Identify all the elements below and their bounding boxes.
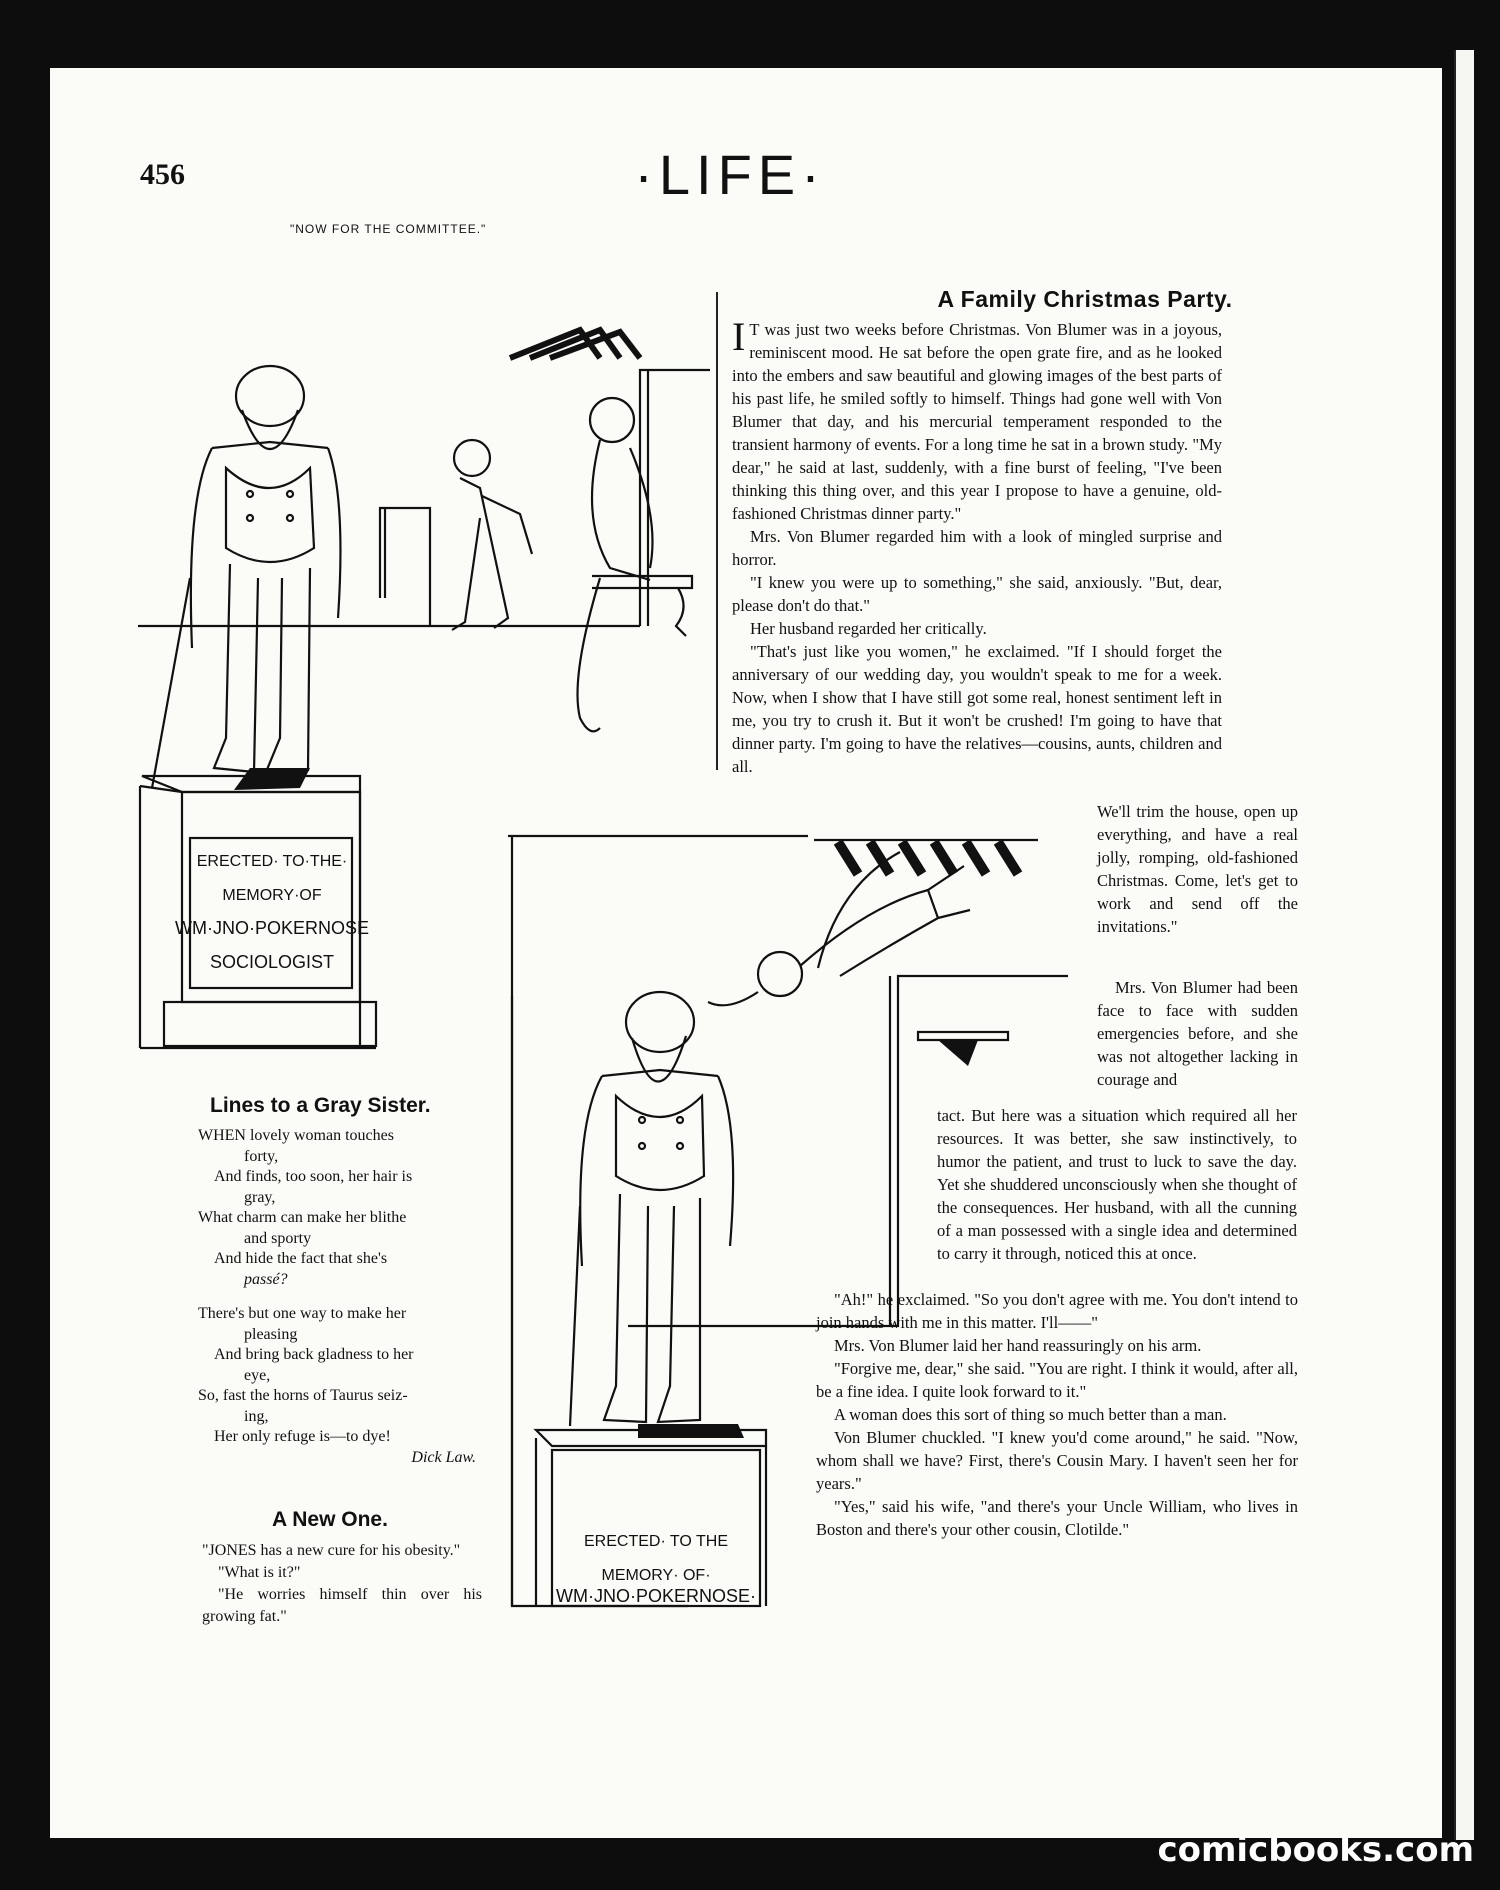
poem-line: WHEN lovely woman touches (198, 1127, 394, 1144)
poem-title: Lines to a Gray Sister. (210, 1094, 431, 1117)
article-column-top (732, 314, 1222, 778)
poem-line: gray, (244, 1188, 276, 1206)
poem-author: Dick Law. (411, 1448, 476, 1466)
masthead: ·LIFE· (634, 143, 826, 206)
article-paragraph: "Forgive me, dear," she said. "You are right. I think it would, after all, be a fine idea. I quite look forward to it." (816, 1359, 1298, 1401)
plaque-line-4: SOCIOLOGIST (209, 952, 335, 972)
joke-paragraph: "What is it?" (218, 1564, 301, 1581)
poem-line: and sporty (244, 1229, 312, 1247)
poem-line: Her only refuge is—to dye! (214, 1428, 391, 1445)
article-paragraph: Mrs. Von Blumer had been face to face with sudden emergencies before, and she was not altogether lacking in courage and (1097, 978, 1298, 1089)
cartoon-caption: "NOW FOR THE COMMITTEE." (290, 222, 487, 236)
poem-line: And finds, too soon, her hair is (214, 1168, 413, 1185)
poem-line: And bring back gladness to her (214, 1346, 414, 1363)
joke-text (202, 1540, 482, 1628)
article-paragraph: "Yes," said his wife, "and there's your Uncle William, who lives in Boston and there's your other cousin, Clotilde." (816, 1497, 1298, 1539)
article-column-narrow-2 (1097, 976, 1298, 1091)
joke-paragraph: "He worries himself thin over his growing fat." (202, 1586, 482, 1625)
poem-line: eye, (244, 1366, 271, 1384)
article-column-mid (937, 1104, 1297, 1265)
article-paragraph: A woman does this sort of thing so much better than a man. (834, 1405, 1227, 1424)
article-column-narrow (1097, 800, 1298, 938)
plaque-line-3: WM·JNO·POKERNOSE· (556, 1586, 756, 1606)
article-paragraph: "I knew you were up to something," she said, anxiously. "But, dear, please don't do that." (732, 573, 1222, 615)
plaque-line-1: ERECTED· TO·THE· (196, 853, 348, 870)
article-column-bottom (816, 1288, 1298, 1541)
plaque-line-1: ERECTED· TO THE (583, 1533, 729, 1550)
poem-line: There's but one way to make her (198, 1305, 407, 1322)
poem (198, 1126, 480, 1468)
watermark: comicbooks.com (1157, 1830, 1474, 1870)
article-paragraph: Mrs. Von Blumer regarded him with a look of mingled surprise and horror. (732, 527, 1222, 569)
column-rule (716, 292, 718, 770)
poem-line: passé? (244, 1270, 288, 1288)
article-paragraph: We'll trim the house, open up everything, and have a real jolly, romping, old-fashioned Christmas. Come, let's get to work and send off the invitations." (1097, 802, 1298, 936)
poem-line: So, fast the horns of Taurus seiz- (198, 1387, 408, 1404)
page-number: 456 (140, 158, 185, 191)
article-paragraph: Her husband regarded her critically. (750, 619, 987, 638)
article-paragraph: tact. But here was a situation which required all her resources. It was better, she saw instinctively, to humor the patient, and trust to luck to save the day. Yet she shuddered unconsciously when she thought of the consequences. Her husband, with all the cunning of a man possessed with a single idea and determined to carry it through, noticed this at once. (937, 1106, 1297, 1263)
joke-title: A New One. (272, 1508, 388, 1531)
article-paragraph: "Ah!" he exclaimed. "So you don't agree with me. You don't intend to join hands with me in this matter. I'll——" (816, 1290, 1298, 1332)
article-paragraph: "That's just like you women," he exclaimed. "If I should forget the anniversary of our wedding day, you wouldn't speak to me for a week. Now, when I show that I have still got some real, honest sentiment left in me, you try to crush it. But it won't be crushed! I'm going to have that dinner party. I'm going to have the relatives—cousins, aunts, children and all. (732, 642, 1222, 776)
poem-line: What charm can make her blithe (198, 1209, 407, 1226)
plaque-line-2: MEMORY· OF· (601, 1567, 711, 1584)
poem-line: pleasing (244, 1325, 298, 1343)
drop-cap: I (732, 314, 746, 359)
facing-page-edge (1454, 50, 1474, 1840)
plaque-line-2: MEMORY·OF (222, 887, 322, 904)
article-title: A Family Christmas Party. (937, 286, 1233, 312)
poem-line: ing, (244, 1407, 269, 1425)
article-paragraph: Von Blumer chuckled. "I knew you'd come around," he said. "Now, whom shall we have? First, there's Cousin Mary. I haven't seen her for years." (816, 1428, 1298, 1493)
poem-line: And hide the fact that she's (214, 1250, 388, 1267)
article-paragraph: T was just two weeks before Christmas. Von Blumer was in a joyous, reminiscent mood. He sat before the open grate fire, and as he looked into the embers and saw beautiful and glowing images of the best parts of his past life, he smiled softly to himself. Things had gone well with Von Blumer that day, and his mercurial temperament responded to the transient harmony of events. For a long time he sat in a brown study. "My dear," he said at last, suddenly, with a fine burst of feeling, "I've been thinking this thing over, and this year I propose to have a genuine, old-fashioned Christmas dinner party." (732, 320, 1222, 523)
poem-line: forty, (244, 1147, 279, 1165)
plaque-line-3: WM·JNO·POKERNOSE (174, 918, 370, 938)
article-paragraph: Mrs. Von Blumer laid her hand reassuringly on his arm. (834, 1336, 1202, 1355)
joke-paragraph: "JONES has a new cure for his obesity." (202, 1542, 461, 1559)
